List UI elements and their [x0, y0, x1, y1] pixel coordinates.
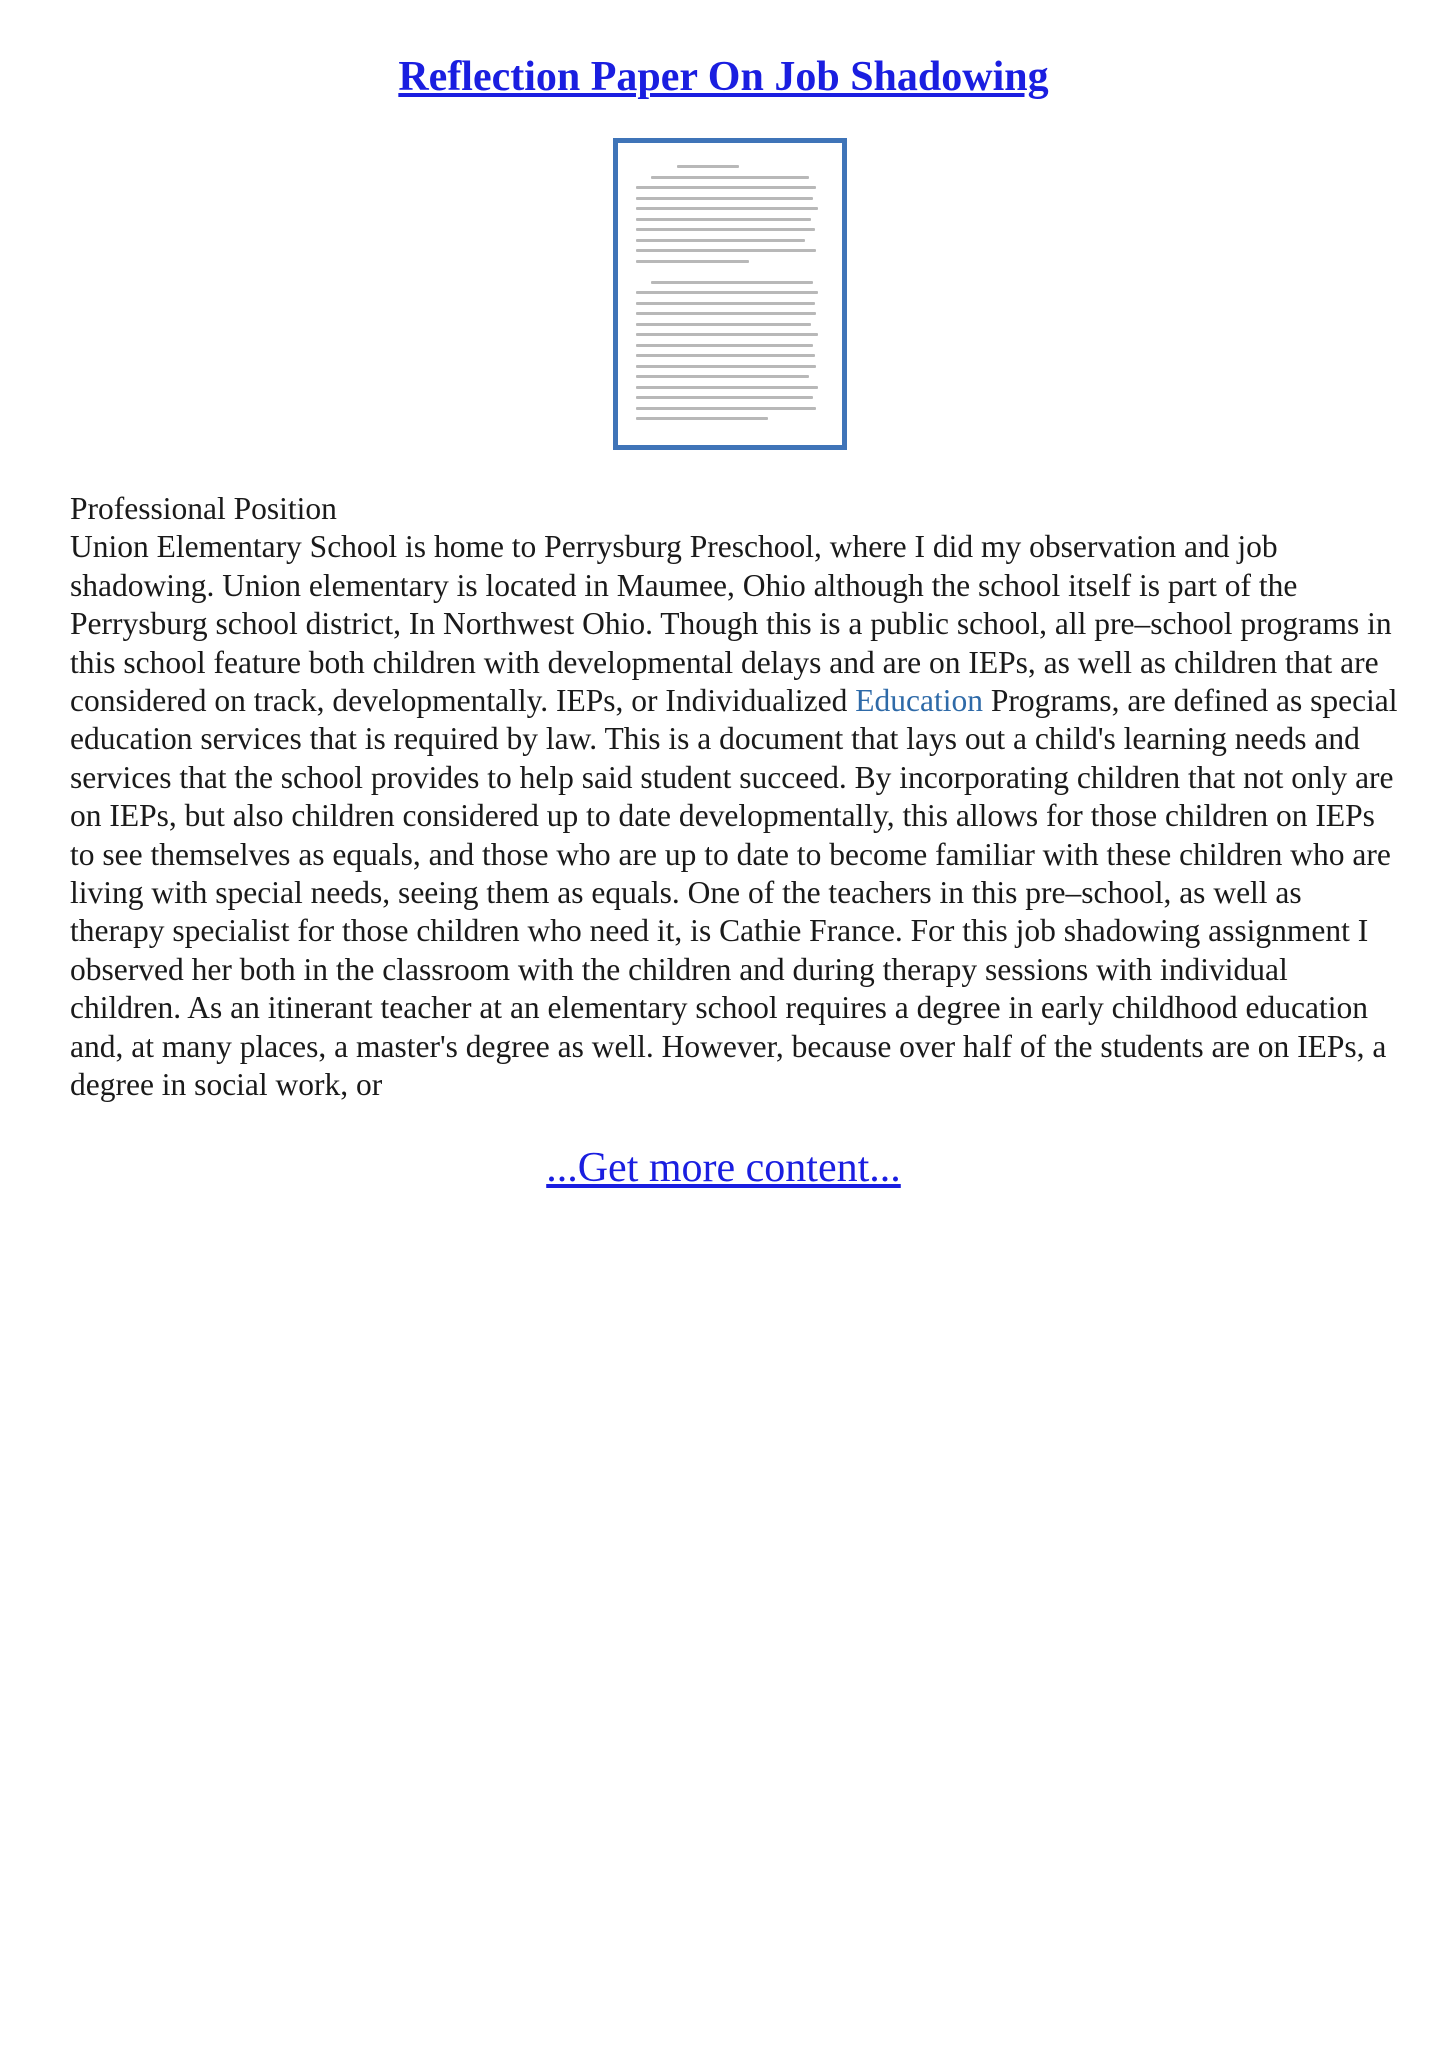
- thumbnail-text-line: [636, 291, 818, 294]
- thumbnail-text-line: [636, 344, 813, 347]
- thumbnail-text-line: [636, 249, 816, 252]
- get-more-content-link[interactable]: ...Get more content...: [546, 1145, 901, 1191]
- title-link[interactable]: Reflection Paper On Job Shadowing: [398, 54, 1049, 100]
- thumbnail-text-line: [636, 186, 816, 189]
- thumbnail-text-line: [636, 354, 815, 357]
- get-more-content: [0, 1143, 1447, 1193]
- thumbnail-text-line: [636, 312, 816, 315]
- thumbnail-text-line: [636, 218, 811, 221]
- thumbnail-text-line: [636, 375, 809, 378]
- thumbnail-page-preview: [636, 165, 824, 427]
- document-thumbnail: [613, 138, 847, 450]
- body-paragraph: [70, 528, 1400, 1104]
- document-title: [0, 52, 1447, 102]
- thumbnail-text-line: [636, 407, 816, 410]
- thumbnail-text-line: [636, 365, 816, 368]
- body-text-part-2: Programs, are defined as special education services that is required by law. This is a document that lays out a child's learning needs and services that the school provides to help said student succeed. By incorporating children that not only are on IEPs, but also children considered up to date developmentally, this allows for those children on IEPs to see themselves as equals, and those who are up to date to become familiar with these children who are living with special needs, seeing them as equals. One of the teachers in this pre–school, as well as therapy specialist for those children who need it, is Cathie France. For this job shadowing assignment I observed her both in the classroom with the children and during therapy sessions with individual children. As an itinerant teacher at an elementary school requires a degree in early childhood education and, at many places, a master's degree as well. However, because over half of the students are on IEPs, a degree in social work, or: [70, 683, 1398, 1103]
- document-body: [70, 490, 1400, 1105]
- thumbnail-text-line: [636, 333, 818, 336]
- thumbnail-text-line: [636, 396, 813, 399]
- thumbnail-text-line: [636, 207, 818, 210]
- thumbnail-text-line: [636, 417, 768, 420]
- thumbnail-text-line: [636, 302, 815, 305]
- thumbnail-text-line: [636, 239, 805, 242]
- thumbnail-text-line: [651, 176, 809, 179]
- thumbnail-text-line: [636, 260, 749, 263]
- body-text-part-1: Union Elementary School is home to Perrysburg Preschool, where I did my observation and job shadowing. Union elementary is located in Maumee, Ohio although the school itself is part of the Perrysburg school district, In Northwest Ohio. Though this is a public school, all pre–school programs in this school feature both children with developmental delays and are on IEPs, as well as children that are considered on track, developmentally. IEPs, or Individualized: [70, 529, 1392, 719]
- thumbnail-text-line: [651, 281, 813, 284]
- thumbnail-text-line: [636, 228, 815, 231]
- thumbnail-text-line: [636, 323, 811, 326]
- education-link[interactable]: Education: [855, 683, 983, 719]
- section-heading: Professional Position: [70, 491, 337, 526]
- thumbnail-text-line: [677, 165, 739, 168]
- thumbnail-text-line: [636, 386, 818, 389]
- thumbnail-text-line: [636, 197, 813, 200]
